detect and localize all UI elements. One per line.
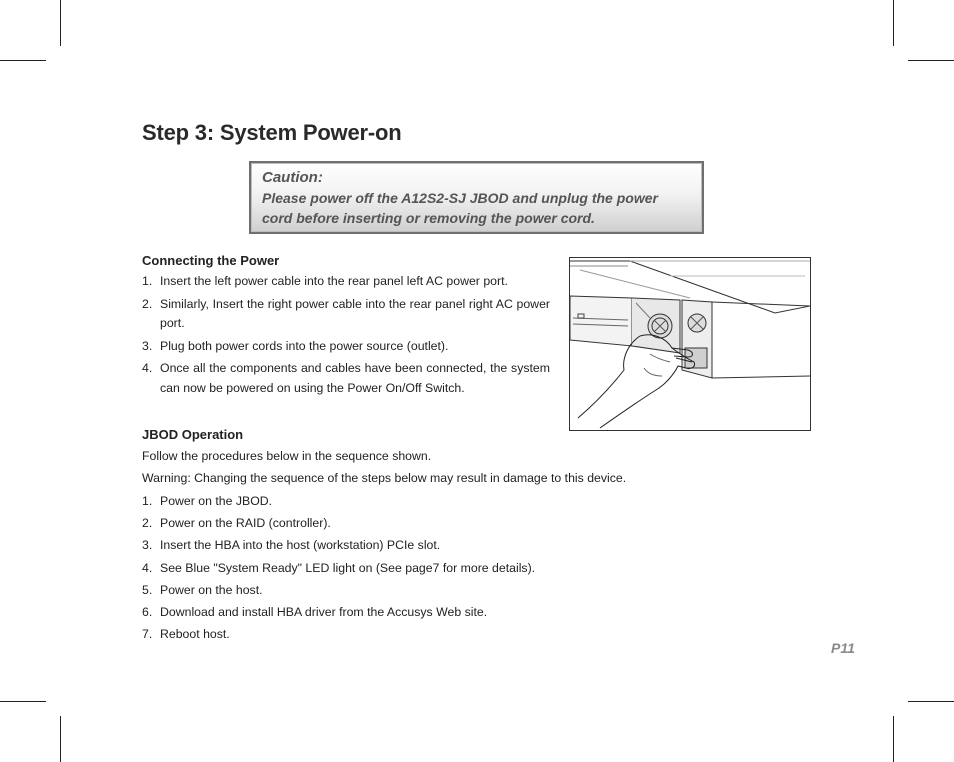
crop-mark bbox=[60, 0, 61, 46]
crop-mark bbox=[893, 716, 894, 762]
jbod-warning: Warning: Changing the sequence of the steps below may result in damage to this device. bbox=[142, 471, 627, 485]
list-item: 1. Power on the JBOD. bbox=[142, 494, 273, 508]
list-item: 2. Similarly, Insert the right power cable into the rear panel right AC power port. bbox=[142, 296, 550, 330]
list-item: 6. Download and install HBA driver from the Accusys Web site. bbox=[142, 604, 488, 619]
caution-text: Please power off the A12S2-SJ JBOD and unplug the power cord before inserting or removing the power cord. bbox=[262, 190, 658, 226]
jbod-operation-steps bbox=[142, 492, 742, 647]
power-cable-figure bbox=[569, 257, 811, 431]
crop-mark bbox=[0, 60, 46, 61]
list-item: 5. Power on the host. bbox=[142, 582, 263, 597]
page-title: Step 3: System Power-on bbox=[142, 120, 402, 145]
caution-box bbox=[249, 161, 704, 234]
hand-plugging-power-cable-illustration bbox=[570, 258, 810, 430]
connecting-power-steps bbox=[142, 272, 550, 401]
crop-mark bbox=[0, 701, 46, 702]
crop-mark bbox=[908, 60, 954, 61]
list-item: 3. Plug both power cords into the power source (outlet). bbox=[142, 338, 449, 353]
list-item: 4. Once all the components and cables have been connected, the system can now be powered on using the Power On/Off Switch. bbox=[142, 361, 550, 395]
jbod-operation-heading: JBOD Operation bbox=[142, 427, 244, 442]
list-item: 3. Insert the HBA into the host (workstation) PCIe slot. bbox=[142, 538, 441, 553]
page-number: P11 bbox=[831, 640, 855, 656]
crop-mark bbox=[893, 0, 894, 46]
crop-mark bbox=[60, 716, 61, 762]
list-item: 7. Reboot host. bbox=[142, 627, 230, 642]
connecting-power-heading: Connecting the Power bbox=[142, 253, 280, 268]
caution-heading: Caution: bbox=[262, 169, 323, 186]
list-item: 4. See Blue "System Ready" LED light on (See page7 for more details). bbox=[142, 560, 536, 575]
jbod-intro: Follow the procedures below in the sequence shown. bbox=[142, 449, 432, 463]
list-item: 1. Insert the left power cable into the rear panel left AC power port. bbox=[142, 274, 508, 288]
list-item: 2. Power on the RAID (controller). bbox=[142, 516, 331, 531]
crop-mark bbox=[908, 701, 954, 702]
